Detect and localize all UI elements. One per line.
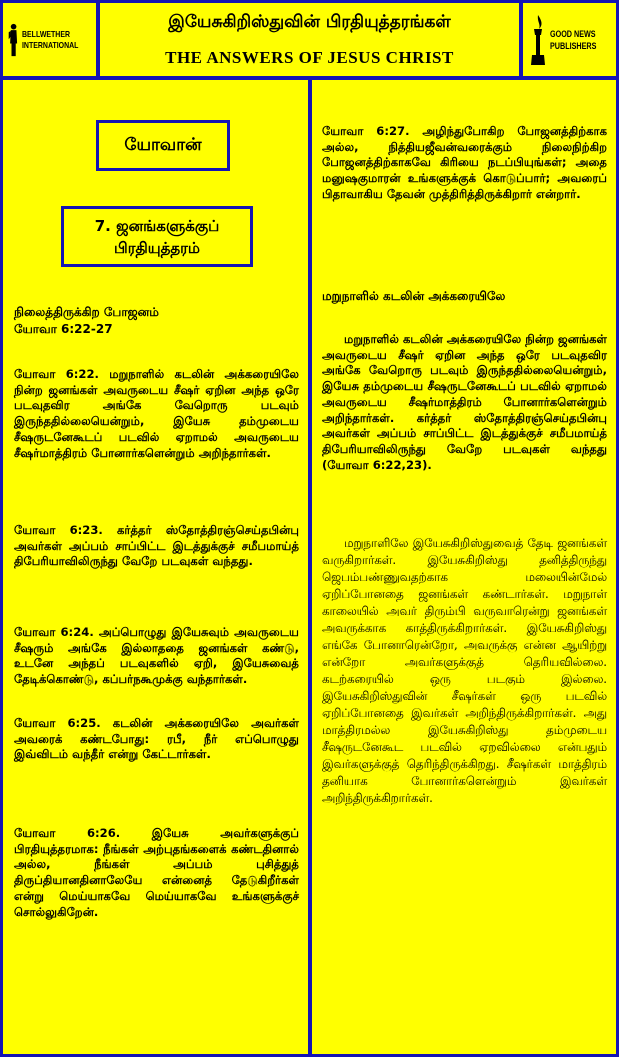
logo-line: BELLWETHER [22,28,71,39]
section-title: மறுநாளில் கடலின் அக்கரையிலே [322,289,506,303]
verse-paragraph: யோவா 6:27. அழிந்துபோகிற போஜனத்திற்காக அல்ல, நித்தியஜீவன்வரைக்கும் நிலைநிற்கிற போஜனத்திற்காகவே கிரியை நடப்பியுங்கள்; அதை மனுஷகுமாரன் உங்களுக்குக் கொடுப்பார்; அவரைப் பிதாவாகிய தேவன் முத்திரித்திருக்கிறார் என்றார். [322,124,607,201]
logo-line: GOOD NEWS [550,28,596,39]
summary-paragraph: மறுநாளில் கடலின் அக்கரையிலே நின்ற ஜனங்கள் அவருடைய சீஷர் ஏறின அந்த ஒரே படவுதவிர அங்கே வேறொரு படவும் இருந்ததில்லையென்றும், இயேசு தம்முடைய சீஷருடனேகூடப் படவில் ஏறாமல் அவருடைய சீஷர்மாத்திரம் போனார்களென்றும் அறிந்தார்கள். கர்த்தர் ஸ்தோத்திரஞ்செய்தபின்பு அவர்கள் அப்பம் சாப்பிட்ட இடத்துக்குச் சமீபமாய்த் திபேரியாவிலிருந்து வேறே படவுகள் வந்தது (யோவா 6:22,23). [322,332,607,472]
section-title: நிலைத்திருக்கிற போஜனம் [14,305,159,319]
verse-paragraph: யோவா 6:25. கடலின் அக்கரையிலே அவர்கள் அவரைக் கண்டபோது: ரபீ, நீர் எப்பொழுது இவ்விடம் வந்தீர் என்று கேட்டார்கள். [14,716,299,762]
left-column [3,80,308,1054]
section-reference: யோவா 6:22-27 [14,322,113,336]
good-news-logo [523,3,616,76]
title-tamil: இயேசுகிறிஸ்துவின் பிரதியுத்தரங்கள் [168,12,451,32]
figure-icon [8,15,19,65]
verse-paragraph: யோவா 6:22. மறுநாளில் கடலின் அக்கரையிலே நின்ற ஜனங்கள் அவருடைய சீஷர் ஏறின அந்த ஒரே படவுதவிர அங்கே வேறொரு படவும் இருந்ததில்லையென்றும், இயேசு தம்முடைய சீஷருடனேகூடப் படவில் ஏறாமல் அவருடைய சீஷர்மாத்திரம் போனார்களென்றும் அறிந்தார்கள். [14,367,299,460]
verse-paragraph: யோவா 6:26. இயேசு அவர்களுக்குப் பிரதியுத்தரமாக: நீங்கள் அற்புதங்களைக் கண்டதினால் அல்ல, நீங்கள் அப்பம் புசித்துத் திருப்தியானதினாலேயே என்னைத் தேடுகிறீர்கள் என்று மெய்யாகவே மெய்யாகவே உங்களுக்குச் சொல்லுகிறேன். [14,826,299,919]
commentary-paragraph: மறுநாளிலே இயேசுகிறிஸ்துவைத் தேடி ஜனங்கள் வருகிறார்கள். இயேசுகிறிஸ்து தனித்திருந்து ஜெபம்பண்ணுவதற்காக மலையின்மேல் ஏறிப்போனதை ஜனங்கள் கண்டார்கள். மறுநாள் காலையில் அவர் திரும்பி வருவாரென்று ஜனங்கள் அவருக்காக காத்திருக்கிறார்கள். இயேசுகிறிஸ்து எங்கே போனாரென்றோ, அவருக்கு என்ன ஆயிற்று என்றோ அவர்களுக்குத் தெரியவில்லை. கடற்கரையில் ஒரு படகும் இல்லை. இயேசுகிறிஸ்துவின் சீஷர்கள் ஒரு படவில் ஏறிப்போனதை இவர்கள் அறிந்திருக்கிறார்கள். அது மாத்திரமல்ல இயேசுகிறிஸ்து தம்முடைய சீஷருடனேகூட படவில் ஏறவில்லை என்பதும் இவர்களுக்குத் தெரிந்திருக்கிறது. சீஷர்கள் மாத்திரம் தனியாக போனார்களென்றும் இவர்கள் அறிந்திருக்கிறார்கள். [322,536,607,805]
verse-paragraph: யோவா 6:23. கர்த்தர் ஸ்தோத்திரஞ்செய்தபின்பு அவர்கள் அப்பம் சாப்பிட்ட இடத்துக்குச் சமீபமாய்த் திபேரியாவிலிருந்து வேறே படவுகள் வந்தது. [14,523,299,569]
book-title: யோவான் [96,120,230,171]
right-column [312,80,616,1054]
chapter-title: 7. ஜனங்களுக்குப் பிரதியுத்தரம் [61,206,253,267]
logo-line: INTERNATIONAL [22,39,79,50]
header [100,3,519,76]
verse-paragraph: யோவா 6:24. அப்பொழுது இயேசுவும் அவருடைய சீஷரும் அங்கே இல்லாததை ஜனங்கள் கண்டு, உடனே அந்தப் படவுகளில் ஏறி, இயேசுவைத் தேடிக்கொண்டு, கப்பர்நகூமுக்கு வந்தார்கள். [14,625,299,687]
torch-icon [528,13,548,67]
title-english: THE ANSWERS OF JESUS CHRIST [165,48,454,67]
logo-line: PUBLISHERS [550,40,597,51]
section-heading [14,304,299,338]
bellwether-logo [3,3,96,76]
